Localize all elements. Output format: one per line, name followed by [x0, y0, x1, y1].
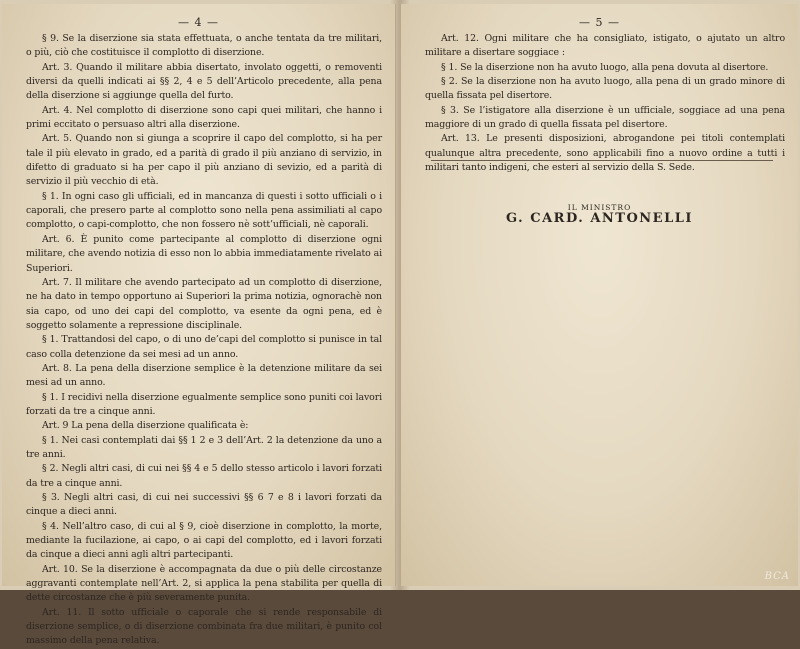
watermark-logo: BCA	[764, 571, 790, 582]
paragraph: § 2. Se la diserzione non ha avuto luogo, alla pena di un grado minore di quella fissata pel disertore.	[425, 76, 785, 102]
section-divider	[431, 160, 773, 161]
paragraph: Art. 5. Quando non si giunga a scoprire il capo del complotto, si ha per tale il più elevato in grado, ed a parità di grado il più anziano di servizio, in difetto di graduato si ha per capo il più anziano di sevizio, ed a parità di servizio il più vecchio di età.	[26, 133, 382, 188]
page-number-right: — 5 —	[579, 16, 620, 29]
paragraph: Art. 11. Il sotto ufficiale o caporale che si rende responsabile di diserzione semplice, o di diserzione combinata fra due militari, è punito col massimo della pena relativa.	[26, 606, 382, 647]
signature-name: G. CARD. ANTONELLI	[506, 211, 693, 226]
paragraph: § 3. Negli altri casi, di cui nei successivi §§ 6 7 e 8 i lavori forzati da cinque a dieci anni.	[26, 492, 382, 518]
left-text-block	[26, 32, 382, 649]
paragraph: Art. 10. Se la diserzione è accompagnata da due o più delle circostanze aggravanti contemplate nell’Art. 2, si applica la pena stabilita per quella di dette circostanze che è più severamente punita.	[26, 563, 382, 604]
right-page	[400, 4, 798, 586]
paragraph: § 1. Trattandosi del capo, o di uno de’capi del complotto si punisce in tal caso colla detenzione da sei mesi ad un anno.	[26, 334, 382, 360]
paragraph: Art. 13. Le presenti disposizioni, abrogandone pei titoli contemplati qualunque altra precedente, sono applicabili fino a nuovo ordine a tutti i militari tanto indigeni, che esteri al servizio della S. Sede.	[425, 133, 785, 174]
page-number-left: — 4 —	[178, 16, 219, 29]
signature-title: IL MINISTRO	[567, 203, 632, 212]
paragraph: § 1. Se la diserzione non ha avuto luogo, alla pena dovuta al disertore.	[441, 61, 769, 73]
paragraph: Art. 7. Il militare che avendo partecipato ad un complotto di diserzione, ne ha dato in tempo opportuno ai Superiori la prima notizia, ognorachè non sia capo, od uno dei capi del complotto, va esente da ogni pena, ed è soggetto solamente a repressione disciplinale.	[26, 276, 382, 331]
paragraph: § 1. Nei casi contemplati dai §§ 1 2 e 3 dell’Art. 2 la detenzione da uno a tre anni.	[26, 434, 382, 460]
right-text-block	[425, 32, 785, 175]
paragraph: Art. 9 La pena della diserzione qualificata è:	[42, 420, 249, 432]
paragraph: Art. 6. È punito come partecipante al complotto di diserzione ogni militare, che avendo notizia di esso non lo abbia immediatamente rivelato ai Superiori.	[26, 233, 382, 274]
paragraph: Art. 3. Quando il militare abbia disertato, involato oggetti, o removenti diversi da quelli indicati ai §§ 2, 4 e 5 dell’Articolo precedente, alla pena della diserzione si aggiunge quella del furto.	[26, 61, 382, 102]
left-page	[2, 4, 396, 647]
paragraph: Art. 12. Ogni militare che ha consigliato, istigato, o ajutato un altro militare a disertare soggiace :	[425, 33, 785, 59]
paragraph: § 4. Nell’altro caso, di cui al § 9, cioè diserzione in complotto, la morte, mediante la fucilazione, ai capo, o ai capi del complotto, ed i lavori forzati da cinque a dieci anni agli altri partecipanti.	[26, 520, 382, 561]
paragraph: Art. 8. La pena della diserzione semplice è la detenzione militare da sei mesi ad un anno.	[26, 362, 382, 389]
paragraph: Art. 4. Nel complotto di diserzione sono capi quei militari, che hanno i primi eccitato o persuaso altri alla diserzione.	[26, 104, 382, 131]
paragraph: § 2. Negli altri casi, di cui nei §§ 4 e 5 dello stesso articolo i lavori forzati da tre a cinque anni.	[26, 463, 382, 489]
paragraph: § 9. Se la diserzione sia stata effettuata, o anche tentata da tre militari, o più, ciò che costituisce il complotto di diserzione.	[26, 33, 382, 59]
paragraph: § 1. I recidivi nella diserzione egualmente semplice sono puniti coi lavori forzati da tre a cinque anni.	[26, 391, 382, 417]
paragraph: § 1. In ogni caso gli ufficiali, ed in mancanza di questi i sotto ufficiali o i caporali, che presero parte al complotto sono nella pena assimiliati al capo complotto, o capi-complotto, che non fossero nè sott’ufficiali, nè caporali.	[26, 190, 382, 231]
paragraph: § 3. Se l’istigatore alla diserzione è un ufficiale, soggiace ad una pena maggiore di un grado di quella fissata pel disertore.	[425, 104, 785, 131]
